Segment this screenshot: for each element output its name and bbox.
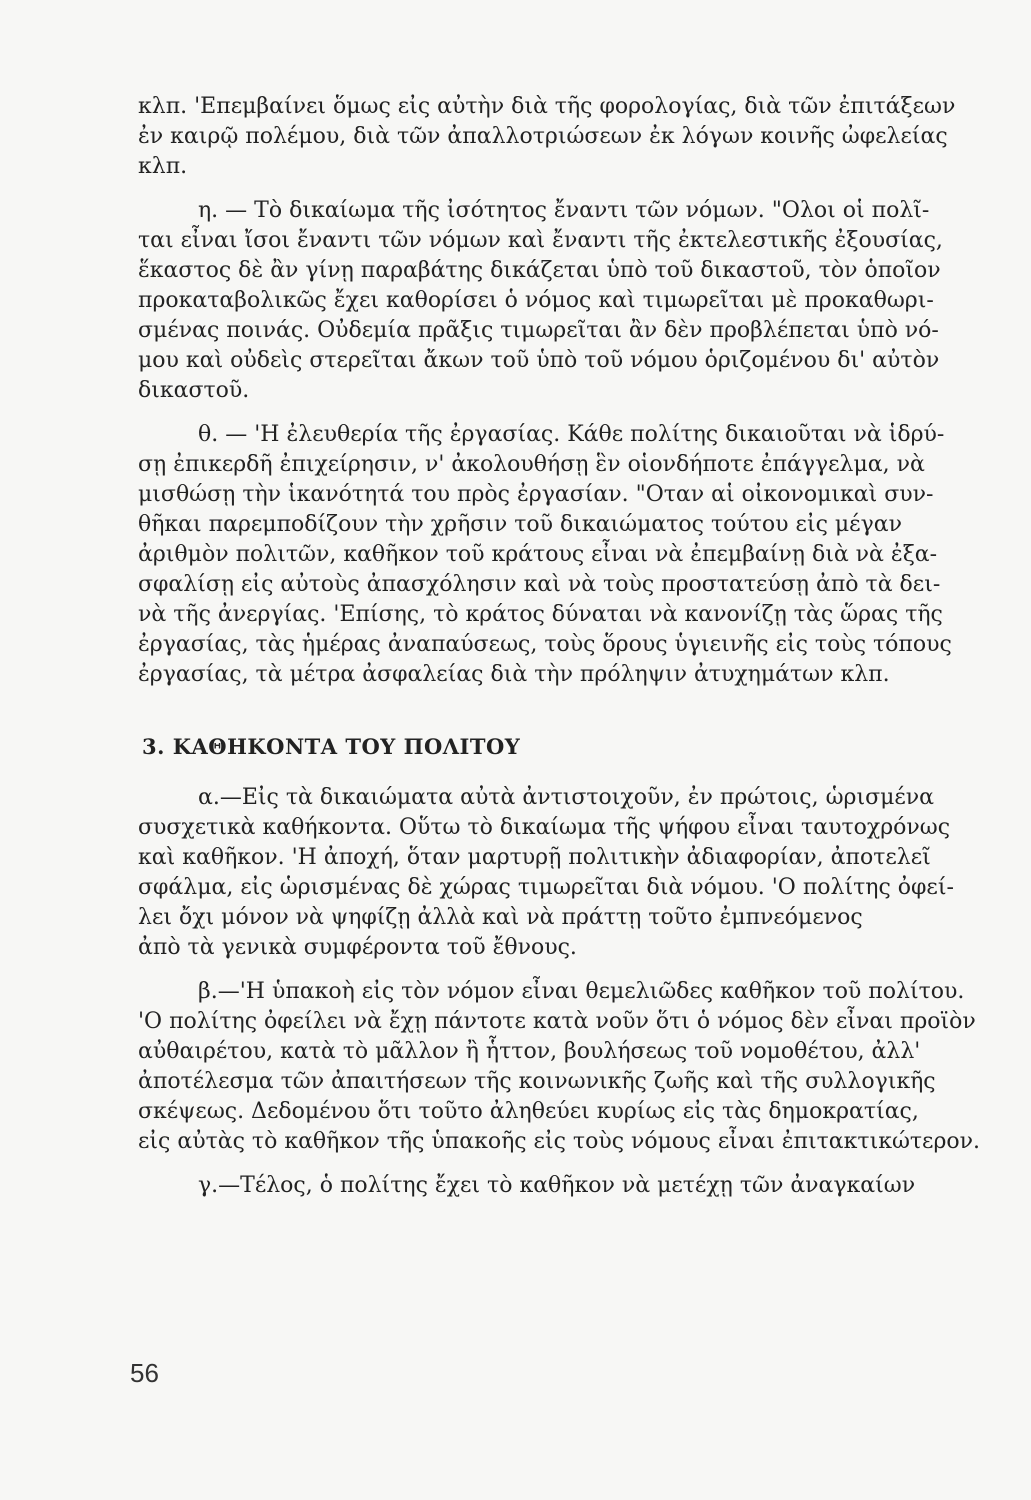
para-opening (138, 92, 988, 182)
text-line: σκέψεως. Δεδομένου ὅτι τοῦτο ἀληθεύει κυρίως εἰς τὰς δημοκρατίας, (138, 1099, 919, 1124)
bottom-section (138, 783, 988, 1201)
text-line: μου καὶ οὐδεὶς στερεῖται ἄκων τοῦ ὑπὸ τοῦ νόμου ὁριζομένου δι' αὐτὸν (138, 348, 940, 373)
text-line: ἀποτέλεσμα τῶν ἀπαιτήσεων τῆς κοινωνικῆς ζωῆς καὶ τῆς συλλογικῆς (138, 1069, 936, 1094)
top-section (138, 92, 988, 690)
para-gamma (138, 1171, 988, 1201)
text-line: ἀριθμὸν πολιτῶν, καθῆκον τοῦ κράτους εἶναι νὰ ἐπεμβαίνῃ διὰ νὰ ἐξα- (138, 542, 938, 567)
text-line: καὶ καθῆκον. 'Η ἀποχή, ὅταν μαρτυρῇ πολιτικὴν ἀδιαφορίαν, ἀποτελεῖ (138, 845, 931, 870)
text-line: μισθώσῃ τὴν ἱκανότητά του πρὸς ἐργασίαν. "Οταν αἱ οἰκονομικαὶ συν- (138, 482, 934, 507)
text-line: γ.—Τέλος, ὁ πολίτης ἔχει τὸ καθῆκον νὰ μετέχῃ τῶν ἀναγκαίων (198, 1173, 916, 1198)
para-beta (138, 977, 988, 1157)
page-body (138, 92, 988, 1215)
para-theta (138, 420, 988, 690)
text-line: η. — Τὸ δικαίωμα τῆς ἰσότητος ἔναντι τῶν νόμων. "Ολοι οἱ πολῖ- (198, 198, 930, 223)
text-line: ται εἶναι ἴσοι ἔναντι τῶν νόμων καὶ ἔναντι τῆς ἐκτελεστικῆς ἐξουσίας, (138, 228, 943, 253)
section-heading: 3. ΚΑΘΗΚΟΝΤΑ ΤΟΥ ΠΟΛΙΤΟΥ (142, 734, 521, 759)
text-line: αὐθαιρέτου, κατὰ τὸ μᾶλλον ἢ ἧττον, βουλήσεως τοῦ νομοθέτου, ἀλλ' (138, 1039, 921, 1064)
text-line: ἐργασίας, τὰ μέτρα ἀσφαλείας διὰ τὴν πρόληψιν ἀτυχημάτων κλπ. (138, 662, 890, 687)
text-line: συσχετικὰ καθήκοντα. Οὕτω τὸ δικαίωμα τῆς ψήφου εἶναι ταυτοχρόνως (138, 815, 951, 840)
text-line: ἕκαστος δὲ ἂν γίνῃ παραβάτης δικάζεται ὑπὸ τοῦ δικαστοῦ, τὸν ὁποῖον (138, 258, 941, 283)
text-line: νὰ τῆς ἀνεργίας. 'Επίσης, τὸ κράτος δύναται νὰ κανονίζῃ τὰς ὥρας τῆς (138, 602, 943, 627)
para-eta (138, 196, 988, 406)
text-line: σμένας ποινάς. Οὐδεμία πρᾶξις τιμωρεῖται ἂν δὲν προβλέπεται ὑπὸ νό- (138, 318, 939, 343)
text-line: εἰς αὐτὰς τὸ καθῆκον τῆς ὑπακοῆς εἰς τοὺς νόμους εἶναι ἐπιτακτικώτερον. (138, 1129, 980, 1154)
text-line: θ. — 'Η ἐλευθερία τῆς ἐργασίας. Κάθε πολίτης δικαιοῦται νὰ ἱδρύ- (198, 422, 945, 447)
text-line: λει ὄχι μόνον νὰ ψηφίζῃ ἀλλὰ καὶ νὰ πράττῃ τοῦτο ἐμπνεόμενος (138, 905, 863, 930)
text-line: δικαστοῦ. (138, 378, 250, 403)
text-line: θῆκαι παρεμποδίζουν τὴν χρῆσιν τοῦ δικαιώματος τούτου εἰς μέγαν (138, 512, 902, 537)
text-line: κλπ. (138, 154, 188, 179)
text-line: σῃ ἐπικερδῆ ἐπιχείρησιν, ν' ἀκολουθήσῃ ἓν οἱονδήποτε ἐπάγγελμα, νὰ (138, 452, 925, 477)
text-line: 'Ο πολίτης ὀφείλει νὰ ἔχῃ πάντοτε κατὰ νοῦν ὅτι ὁ νόμος δὲν εἶναι προϊὸν (138, 1009, 976, 1034)
text-line: προκαταβολικῶς ἔχει καθορίσει ὁ νόμος καὶ τιμωρεῖται μὲ προκαθωρι- (138, 288, 934, 313)
text-line: ἀπὸ τὰ γενικὰ συμφέροντα τοῦ ἔθνους. (138, 935, 577, 960)
text-line: ἐργασίας, τὰς ἡμέρας ἀναπαύσεως, τοὺς ὅρους ὑγιεινῆς εἰς τοὺς τόπους (138, 632, 952, 657)
text-line: ἐν καιρῷ πολέμου, διὰ τῶν ἀπαλλοτριώσεων ἐκ λόγων κοινῆς ὠφελείας (138, 124, 948, 149)
para-alpha (138, 783, 988, 963)
text-line: κλπ. 'Επεμβαίνει ὅμως εἰς αὐτὴν διὰ τῆς φορολογίας, διὰ τῶν ἐπιτάξεων (138, 94, 956, 119)
text-line: σφάλμα, εἰς ὡρισμένας δὲ χώρας τιμωρεῖται διὰ νόμου. 'Ο πολίτης ὀφεί- (138, 875, 954, 900)
page-number: 56 (130, 1358, 159, 1388)
text-line: σφαλίσῃ εἰς αὐτοὺς ἀπασχόλησιν καὶ νὰ τοὺς προστατεύσῃ ἀπὸ τὰ δει- (138, 572, 941, 597)
text-line: β.—'Η ὑπακοὴ εἰς τὸν νόμον εἶναι θεμελιῶδες καθῆκον τοῦ πολίτου. (198, 979, 965, 1004)
text-line: α.—Εἰς τὰ δικαιώματα αὐτὰ ἀντιστοιχοῦν, ἐν πρώτοις, ὡρισμένα (198, 785, 935, 810)
